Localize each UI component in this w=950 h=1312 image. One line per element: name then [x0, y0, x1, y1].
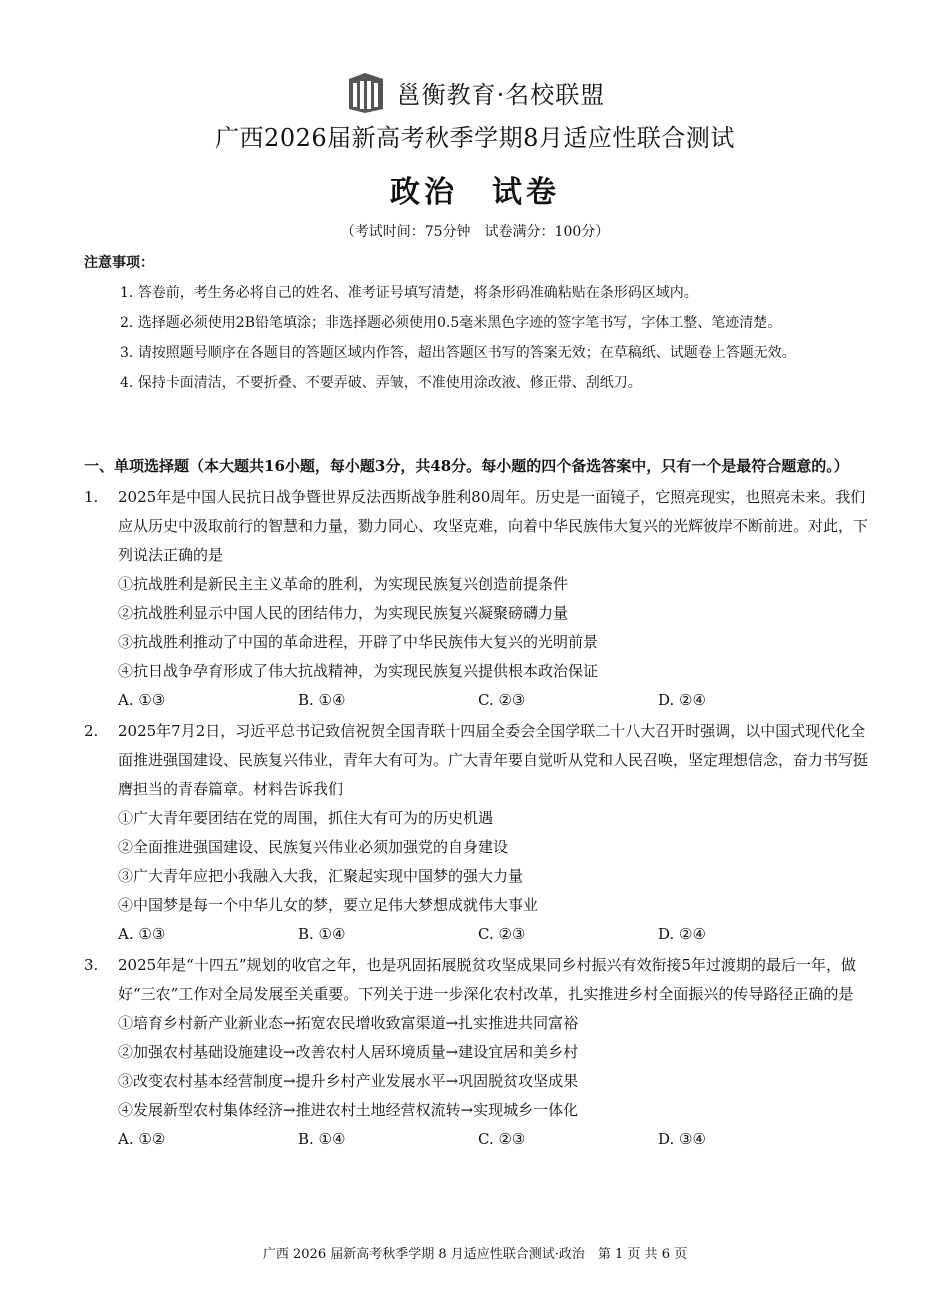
answer-options [84, 686, 874, 715]
question-stem [84, 717, 874, 804]
notice-item: 3. 请按照题号顺序在各题目的答题区域内作答，超出答题区书写的答案无效；在草稿纸、试题卷上答题无效。 [120, 345, 796, 361]
question-text: 2025年7月2日，习近平总书记致信祝贺全国青联十四届全委会全国学联二十八大召开时强调，以中国式现代化全面推进强国建设、民族复兴伟业，青年大有可为。广大青年要自觉听从党和人民召唤，坚定理想信念，奋力书写挺膺担当的青春篇章。材料告诉我们 [118, 722, 869, 798]
question-number: 2. [84, 722, 99, 740]
option-d: D. ②④ [658, 691, 706, 709]
question-stem [84, 483, 874, 570]
notice-block [84, 248, 874, 398]
page-footer: 广西 2026 届新高考秋季学期 8 月适应性联合测试·政治 第 1 页 共 6 页 [262, 1247, 688, 1262]
question-text: 2025年是中国人民抗日战争暨世界反法西斯战争胜利80周年。历史是一面镜子，它照亮现实，也照亮未来。我们应从历史中汲取前行的智慧和力量，勠力同心、攻坚克难，向着中华民族伟大复兴的光辉彼岸不断前进。对此，下列说法正确的是 [118, 488, 869, 564]
statement: ①培育乡村新产业新业态→拓宽农民增收致富渠道→扎实推进共同富裕 [118, 1014, 579, 1032]
option-c: C. ②③ [478, 925, 526, 943]
statement: ①抗战胜利是新民主主义革命的胜利，为实现民族复兴创造前提条件 [118, 575, 569, 593]
statement: ②加强农村基础设施建设→改善农村人居环境质量→建设宜居和美乡村 [118, 1043, 579, 1061]
option-b: B. ①④ [298, 925, 346, 943]
statement: ④中国梦是每一个中华儿女的梦，要立足伟大梦想成就伟大事业 [118, 896, 539, 914]
notice-item: 1. 答卷前，考生务必将自己的姓名、准考证号填写清楚，将条形码准确粘贴在条形码区域内。 [120, 285, 698, 301]
question-3 [84, 951, 874, 1154]
answer-options [84, 1125, 874, 1154]
question-stem [84, 951, 874, 1009]
option-c: C. ②③ [478, 691, 526, 709]
question-1 [84, 483, 874, 715]
question-number: 3. [84, 956, 99, 974]
statement: ①广大青年要团结在党的周围，抓住大有可为的历史机遇 [118, 809, 494, 827]
statement: ②抗战胜利显示中国人民的团结伟力，为实现民族复兴凝聚磅礴力量 [118, 604, 569, 622]
notice-title: 注意事项： [84, 255, 154, 271]
exam-info: （考试时间：75分钟 试卷满分：100分） [340, 224, 610, 240]
question-number: 1. [84, 488, 99, 506]
statement: ④发展新型农村集体经济→推进农村土地经营权流转→实现城乡一体化 [118, 1101, 579, 1119]
statement: ②全面推进强国建设、民族复兴伟业必须加强党的自身建设 [118, 838, 509, 856]
brand-row [0, 68, 950, 116]
brand-name: 邕衡教育·名校联盟 [396, 80, 606, 109]
option-a: A. ①③ [118, 925, 166, 943]
answer-options [84, 920, 874, 949]
statement: ③抗战胜利推动了中国的革命进程，开辟了中华民族伟大复兴的光明前景 [118, 633, 599, 651]
option-a: A. ①③ [118, 691, 166, 709]
section-single-choice [84, 452, 874, 1154]
option-c: C. ②③ [478, 1130, 526, 1148]
option-b: B. ①④ [298, 691, 346, 709]
statement: ④抗日战争孕育形成了伟大抗战精神，为实现民族复兴提供根本政治保证 [118, 662, 599, 680]
subject-title: 政治 试卷 [390, 175, 560, 210]
question-text: 2025年是“十四五”规划的收官之年，也是巩固拓展脱贫攻坚成果同乡村振兴有效衔接5年过渡期的最后一年，做好“三农”工作对全局发展至关重要。下列关于进一步深化农村改革，扎实推进乡村全面振兴的传导路径正确的是 [118, 956, 857, 1003]
statement: ③广大青年应把小我融入大我，汇聚起实现中国梦的强大力量 [118, 867, 524, 885]
page-header [0, 68, 950, 241]
exam-title: 广西2026届新高考秋季学期8月适应性联合测试 [215, 124, 735, 152]
notice-item: 4. 保持卡面清洁，不要折叠、不要弄破、弄皱，不准使用涂改液、修正带、刮纸刀。 [120, 375, 642, 391]
book-logo-icon [345, 71, 387, 113]
option-b: B. ①④ [298, 1130, 346, 1148]
option-d: D. ③④ [658, 1130, 706, 1148]
notice-item: 2. 选择题必须使用2B铅笔填涂；非选择题必须使用0.5毫米黑色字迹的签字笔书写，字体工整、笔迹清楚。 [120, 315, 782, 331]
option-a: A. ①② [118, 1130, 166, 1148]
statement: ③改变农村基本经营制度→提升乡村产业发展水平→巩固脱贫攻坚成果 [118, 1072, 579, 1090]
section-title: 一、单项选择题（本大题共16小题，每小题3分，共48分。每小题的四个备选答案中，只有一个是最符合题意的。） [84, 457, 849, 475]
question-2 [84, 717, 874, 949]
option-d: D. ②④ [658, 925, 706, 943]
